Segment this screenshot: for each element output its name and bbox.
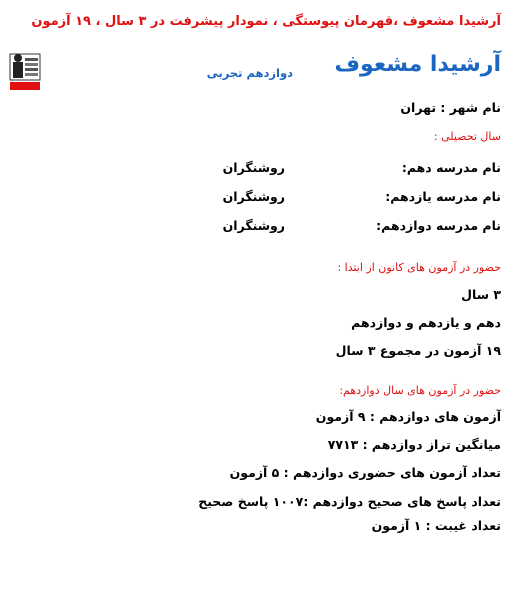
kanoon-item: ۱۹ آزمون در مجموع ۳ سال (335, 343, 501, 358)
kanoon-heading: حضور در آزمون های کانون از ابتدا : (337, 261, 501, 274)
school-label-12: نام مدرسه دوازدهم: (376, 218, 501, 233)
kanoon-item: ۳ سال (461, 287, 501, 302)
grade12-item: تعداد پاسخ های صحیح دوازدهم :۱۰۰۷ پاسخ صحیح (198, 494, 501, 509)
grade12-item: میانگین تراز دوازدهم : ۷۷۱۳ (327, 437, 501, 452)
kanoon-item: دهم و یازدهم و دوازدهم (351, 315, 501, 330)
school-value-10: روشنگران (222, 160, 285, 175)
grade12-heading: حضور در آزمون های سال دوازدهم: (339, 384, 501, 397)
kanoon-logo-icon (8, 48, 42, 94)
school-value-11: روشنگران (222, 189, 285, 204)
student-grade: دوازدهم تجربی (206, 66, 293, 80)
student-name: آرشیدا مشعوف (334, 52, 501, 77)
grade12-item: آزمون های دوازدهم : ۹ آزمون (315, 409, 501, 424)
school-label-11: نام مدرسه یازدهم: (385, 189, 501, 204)
grade12-item: تعداد غیبت : ۱ آزمون (371, 518, 501, 533)
school-label-10: نام مدرسه دهم: (401, 160, 501, 175)
school-value-12: روشنگران (222, 218, 285, 233)
city-line: نام شهر : تهران (400, 100, 501, 115)
headline: آرشیدا مشعوف ،قهرمان پیوستگی ، نمودار پیشرفت در ۳ سال ، ۱۹ آزمون (31, 14, 501, 29)
grade12-item: تعداد آزمون های حضوری دوازدهم : ۵ آزمون (229, 465, 501, 480)
education-heading: سال تحصیلی : (433, 130, 501, 143)
